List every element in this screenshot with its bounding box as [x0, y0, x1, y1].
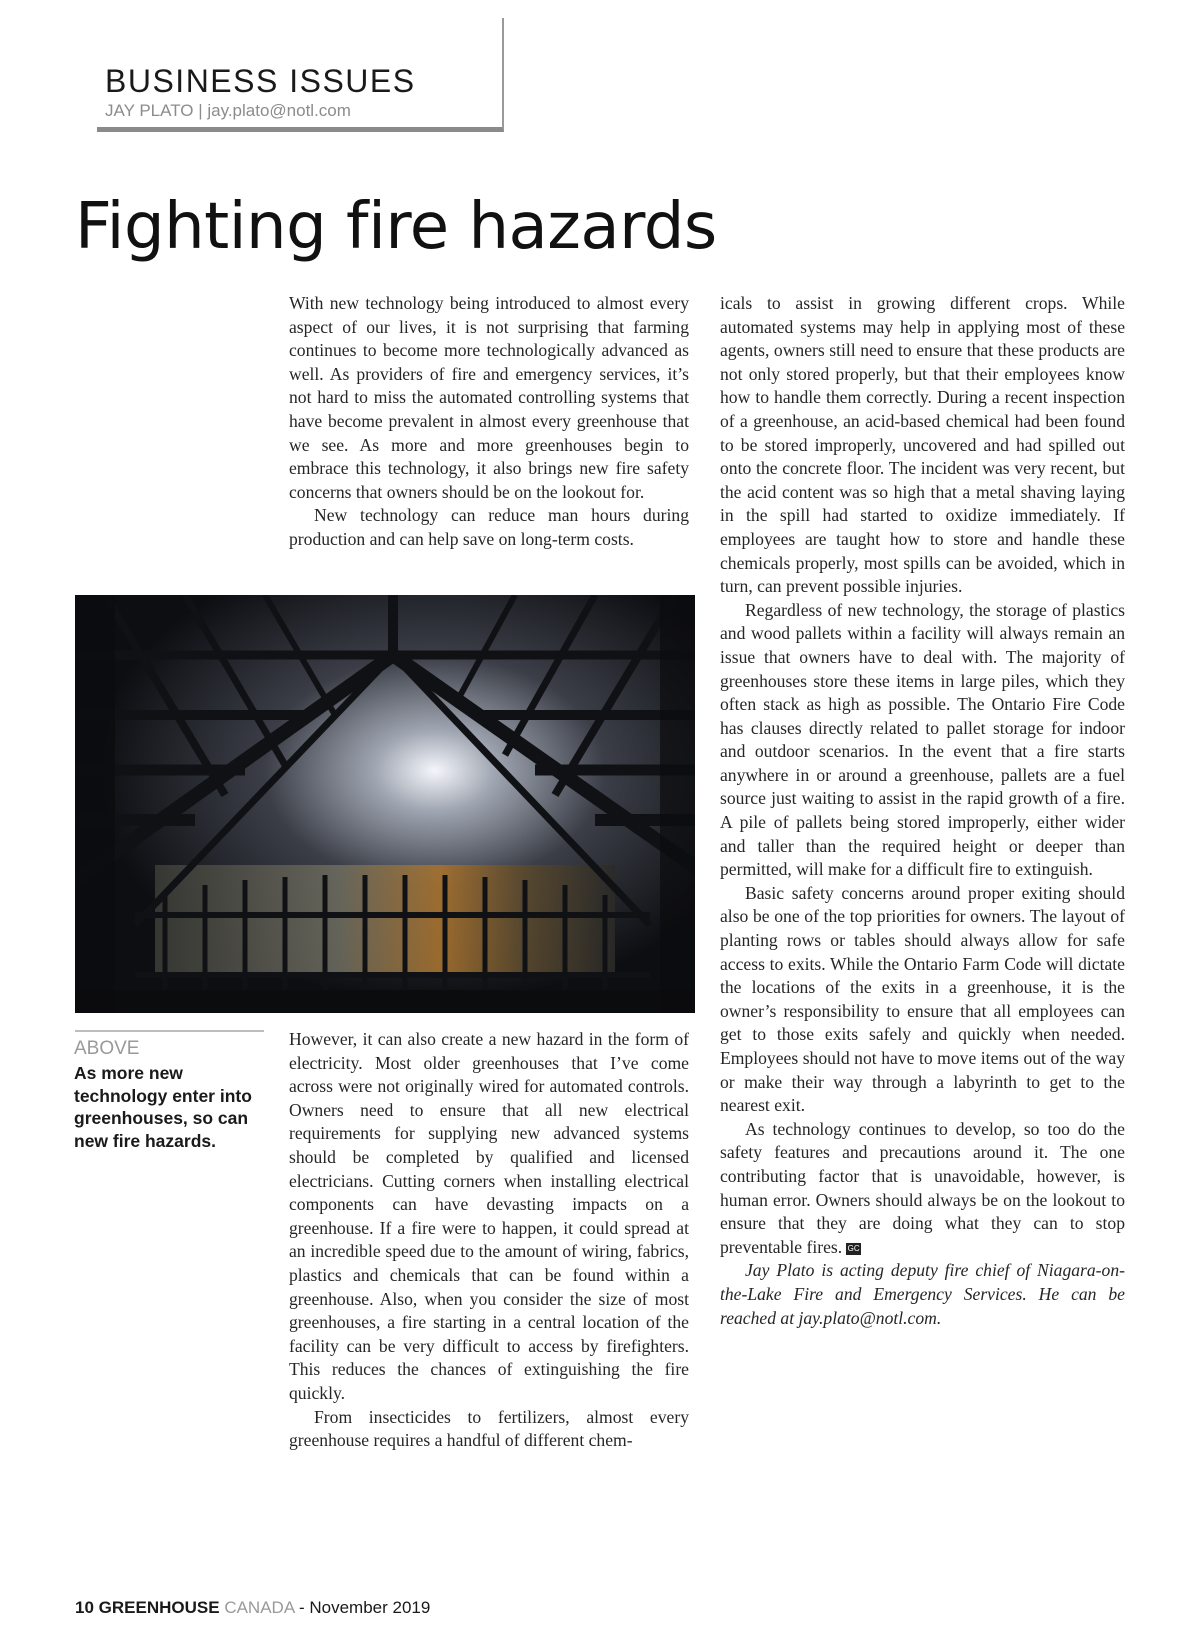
caption-label: ABOVE [74, 1038, 140, 1059]
page-number: 10 [75, 1598, 94, 1617]
paragraph: icals to assist in growing different crops. While automated systems may help in applying most of these agents, owners still need to ensure that these products are not only stored properly, but that their employees know how to handle them correctly. During a recent inspection of a greenhouse, an acid-based chemical had been found to be stored improperly, uncovered and had spilled out onto the concrete floor. The incident was very recent, but the acid content was so high that a metal shaving laying in the spill had started to oxidize immediately. If employees are taught how to store and handle these chemicals properly, most spills can be avoided, which in turn, can prevent possible injuries. [720, 293, 1125, 597]
article-column-2 [720, 292, 1125, 1330]
paragraph [720, 1118, 1125, 1260]
paragraph: From insecticides to fertilizers, almost every greenhouse requires a handful of different chem- [289, 1406, 689, 1451]
article-title: Fighting fire hazards [75, 190, 717, 264]
greenhouse-roof-photo [75, 595, 695, 1013]
paragraph: However, it can also create a new hazard in the form of electricity. Most older greenhouses that I’ve come across were not originally wired for automated controls. Owners need to ensure that all new electrical requirements for supplying new advanced systems should be completed by qualified and licensed electricians. Cutting corners when installing electrical components can have devasting impacts on a greenhouse. If a fire were to happen, it could spread at an incredible speed due to the amount of wiring, fabrics, plastics and chemicals that can be found within a greenhouse. Also, when you consider the size of most greenhouses, a fire starting in a central location of the facility can be very difficult to access by firefighters. This reduces the chances of extinguishing the fire quickly. [289, 1029, 689, 1403]
publication-name: GREENHOUSE [98, 1598, 220, 1617]
page-footer [75, 1598, 430, 1618]
paragraph: Basic safety concerns around proper exiting should also be one of the top priorities for owners. The layout of planting rows or tables should always allow for safe access to exits. While the Ontario Farm Code will dictate the locations of the exits in a greenhouse, it is the owner’s responsibility to ensure that all employees can get to those exits safely and quickly when needed. Employees should not have to move items out of the way or make their way through a labyrinth to get to the nearest exit. [720, 882, 1125, 1116]
author-byline: JAY PLATO | jay.plato@notl.com [105, 101, 351, 120]
paragraph-text: As technology continues to develop, so too do the safety features and precautions around it. The one contributing factor that is unavoidable, however, is human error. Owners should always be on the lookout to ensure that they are doing what they can to stop preventable fires. [720, 1118, 1125, 1257]
paragraph: Regardless of new technology, the storage of plastics and wood pallets within a facility will always remain an issue that owners have to deal with. The majority of greenhouses store these items in large piles, which they often stack as high as possible. The Ontario Fire Code has clauses directly related to pallet storage for indoor and outdoor scenarios. In the event that a fire starts anywhere in or around a greenhouse, pallets are a fuel source just waiting to assist in the rapid growth of a fire. A pile of pallets being stored improperly, either wider and taller than the required height or deeper than permitted, will make for a difficult fire to extinguish. [720, 599, 1125, 880]
article-column-1-bottom [289, 1028, 689, 1453]
caption-divider [75, 1030, 264, 1032]
paragraph: With new technology being introduced to almost every aspect of our lives, it is not surprising that farming continues to become more technologically advanced as well. As providers of fire and emergency services, it’s not hard to miss the automated controlling systems that have become prevalent in almost every greenhouse that we see. As more and more greenhouses begin to embrace this technology, it also brings new fire safety concerns that owners should be on the lookout for. [289, 293, 689, 502]
photo-caption: As more new technology enter into greenhouses, so can new fire hazards. [74, 1063, 252, 1151]
article-column-1-top [289, 292, 689, 552]
author-bio: Jay Plato is acting deputy fire chief of Niagara-on-the-Lake Fire and Emergency Services. He can be reached at jay.plato@notl.com. [720, 1260, 1125, 1328]
section-label: BUSINESS ISSUES [105, 63, 416, 99]
paragraph: New technology can reduce man hours during production and can help save on long-term costs. [289, 505, 689, 549]
issue-date: - November 2019 [298, 1598, 431, 1617]
publication-region: CANADA [224, 1598, 295, 1617]
greenhouse-canada-end-mark-icon: GC [847, 1243, 860, 1253]
